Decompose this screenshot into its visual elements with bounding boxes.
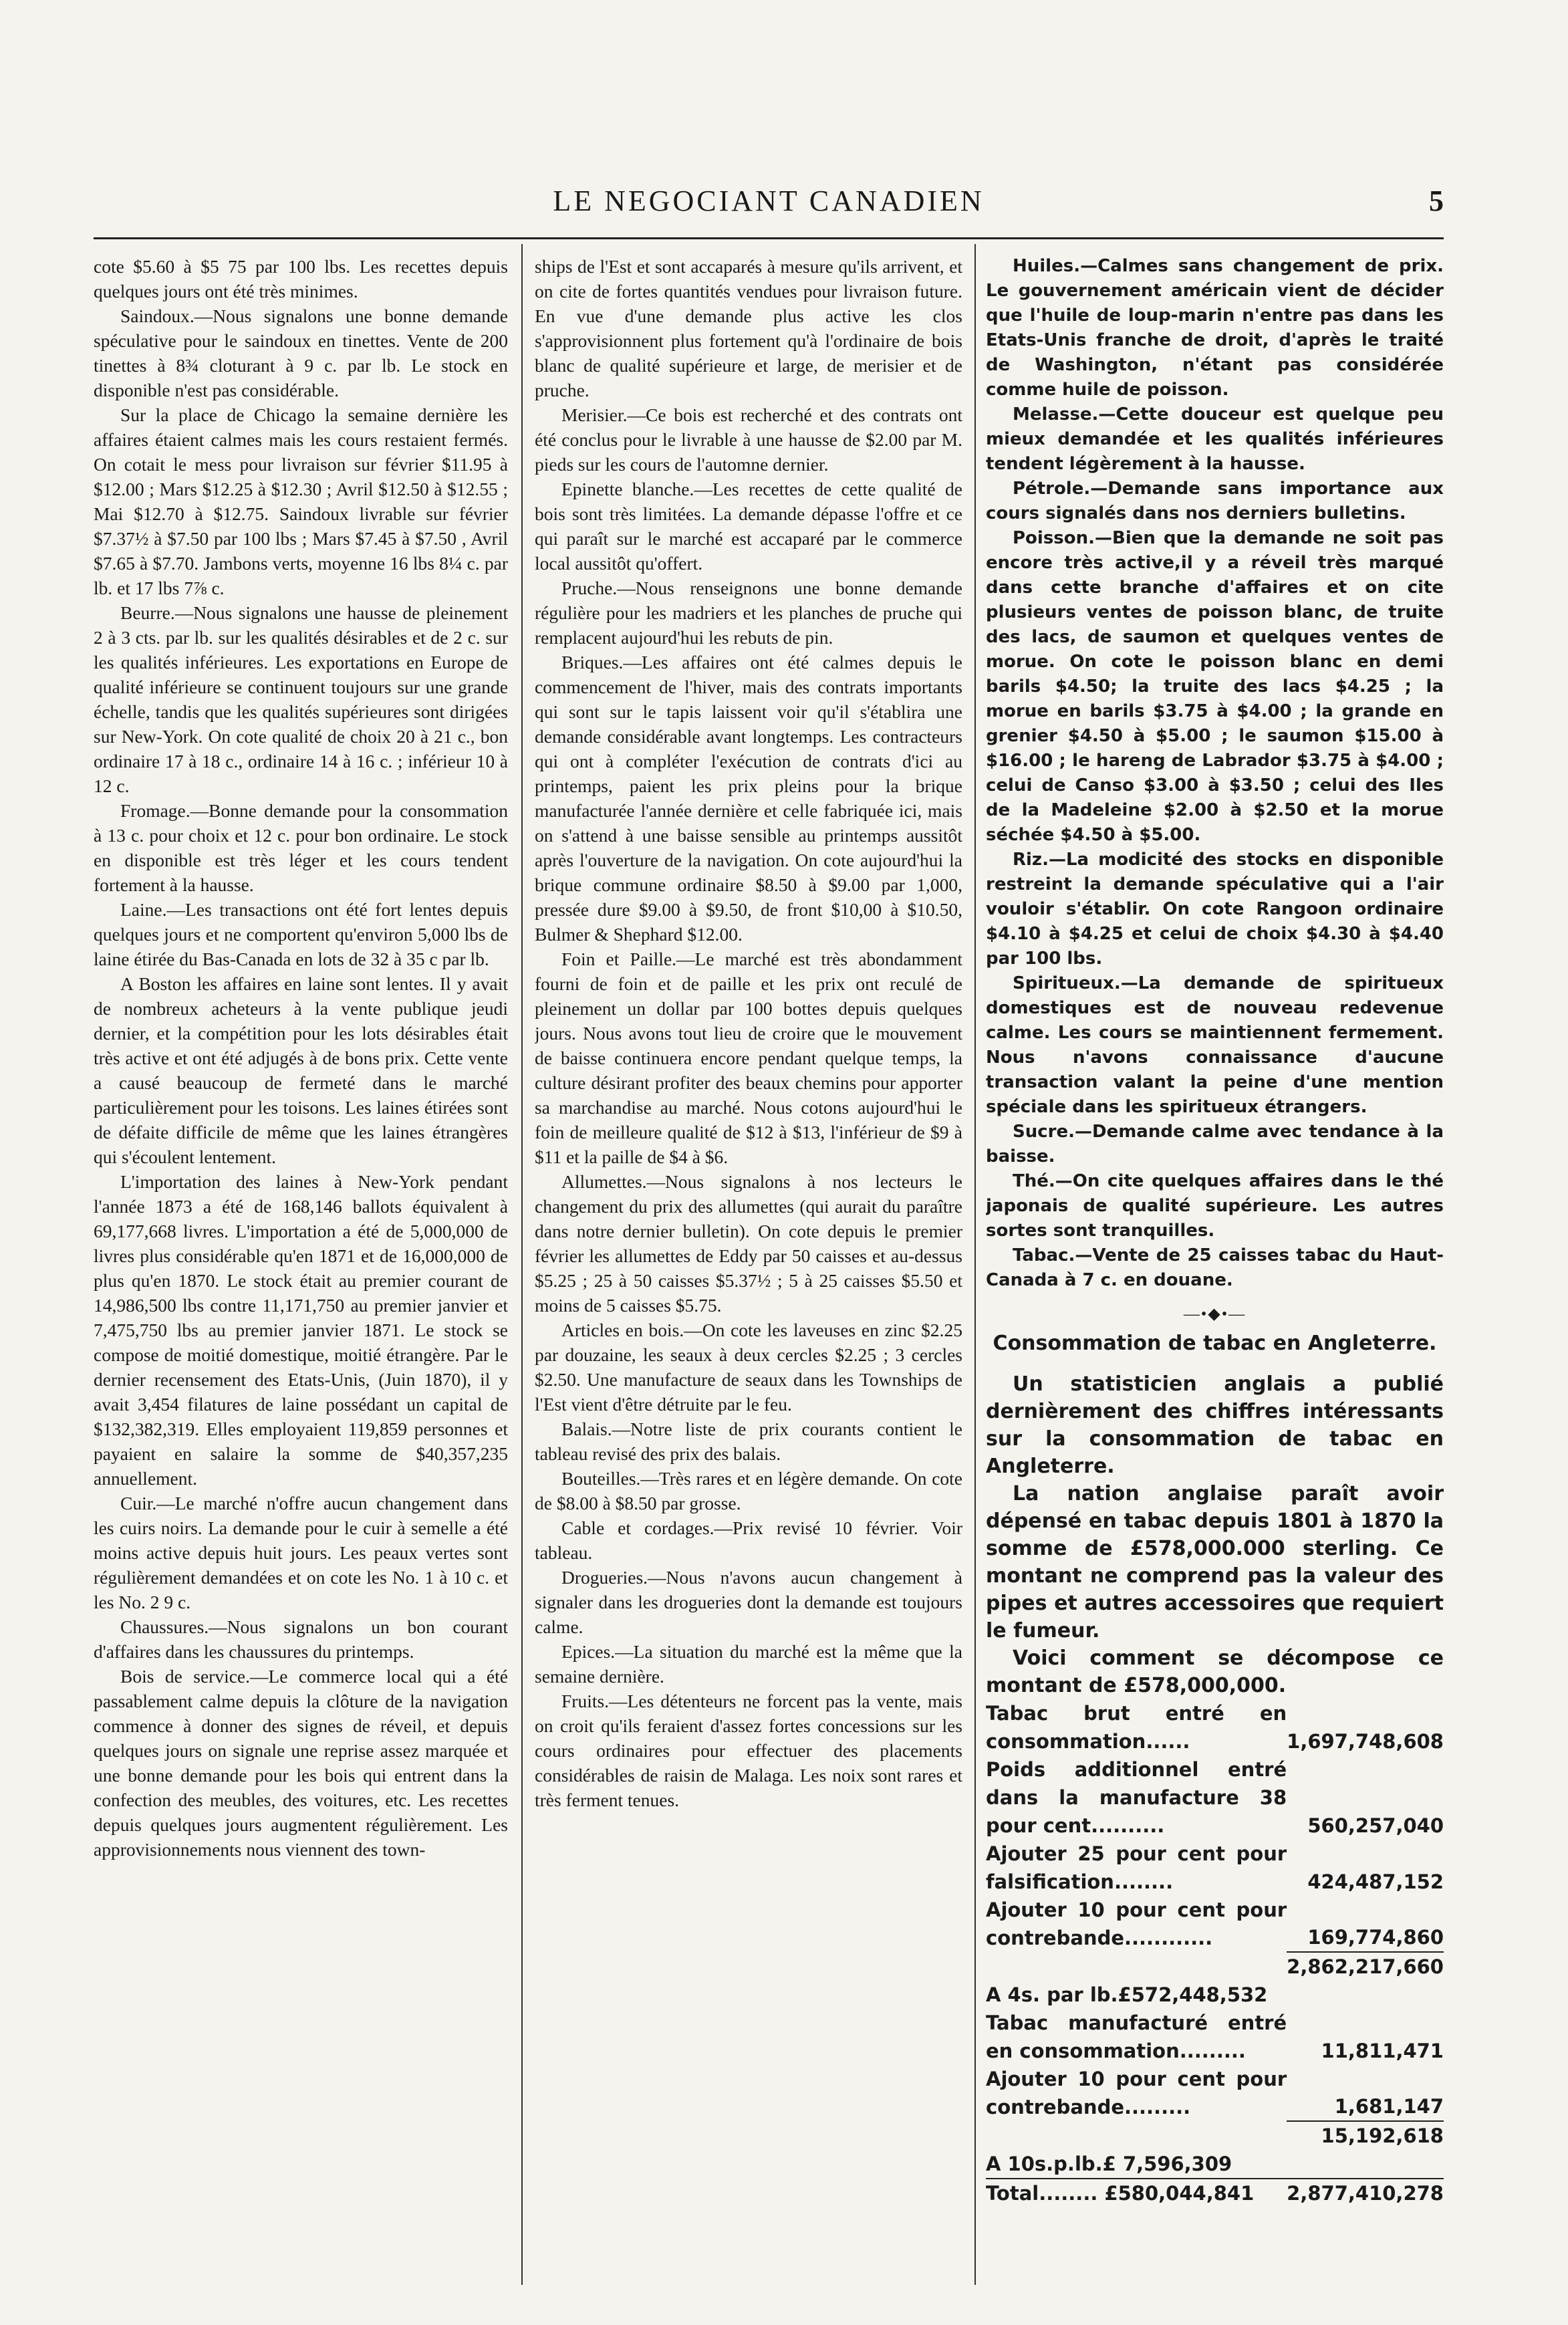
column-1	[94, 254, 508, 2298]
paragraph: cote $5.60 à $5 75 par 100 lbs. Les recettes depuis quelques jours ont été très minimes.	[94, 256, 508, 301]
paragraph: Briques.—Les affaires ont été calmes depuis le commencement de l'hiver, mais des contrats importants qui sont sur le tapis laissent voir qu'il s'établira une demande considérable avant longtemps. Les contracteurs qui ont à compléter l'exécution de contrats d'ici au printemps, paient les prix pleins pour la brique manufacturée l'année dernière et celle fabriquée ici, mais on s'attend à une baisse sensible au printemps aussitôt après l'ouverture de la navigation. On cote aujourd'hui la brique commune ordinaire $8.50 à $9.00 par 1,000, pressée dure $9.00 à $9.50, de front $10,00 à $10.50, Bulmer & Shephard $12.00.	[535, 652, 962, 945]
paragraph: Balais.—Notre liste de prix courants contient le tableau revisé des prix des balais.	[535, 1419, 962, 1464]
paragraph: Thé.—On cite quelques affaires dans le thé japonais de qualité supérieure. Les autres sortes sont tranquilles.	[986, 1171, 1444, 1241]
table-row	[986, 1755, 1444, 1840]
table-row	[986, 2009, 1444, 2065]
paragraph: Fruits.—Les détenteurs ne forcent pas la vente, mais on croit qu'ils feraient d'assez fortes concessions sur les cours ordinaires pour effectuer des placements considérables de raisin de Malaga. Les noix sont rares et très ferment tenues.	[535, 1691, 962, 1810]
table-row	[986, 1896, 1444, 1952]
row-value: 1,697,748,608	[1287, 1730, 1444, 1753]
paragraph: Poisson.—Bien que la demande ne soit pas encore très active,il y a réveil très marqué dans cette branche d'affaires et on cite plusieurs ventes de poisson blanc, de truite des lacs, de saumon et quelques ventes de morue. On cote le poisson blanc en demi barils $4.50; la truite des lacs $4.25 ; la morue en barils $3.75 à $4.00 ; la grande en grenier $4.50 à $5.00 ; le saumon $15.00 à $16.00 ; le hareng de Labrador $3.75 à $4.00 ; celui de Canso $3.00 à $3.50 ; celui des Iles de la Madeleine $2.00 à $2.50 et la morue séchée $4.50 à $5.00.	[986, 528, 1444, 845]
row-label: Tabac brut entré en consommation......	[986, 1702, 1287, 1753]
paragraph: Fromage.—Bonne demande pour la consommation à 13 c. pour choix et 12 c. pour bon ordinaire. Le stock en disponible est très léger et les cours tendent fortement à la hausse.	[94, 800, 508, 895]
paragraph: Pétrole.—Demande sans importance aux cours signalés dans nos derniers bulletins.	[986, 479, 1444, 523]
paragraph: Sucre.—Demande calme avec tendance à la baisse.	[986, 1122, 1444, 1167]
row-label	[986, 2121, 1287, 2150]
row-label: Poids additionnel entré dans la manufacture 38 pour cent..........	[986, 1758, 1287, 1837]
paragraph: Melasse.—Cette douceur est quelque peu mieux demandée et les qualités inférieures tendent légèrement à la hausse.	[986, 404, 1444, 474]
paragraph: Chaussures.—Nous signalons un bon courant d'affaires dans les chaussures du printemps.	[94, 1616, 508, 1662]
row-value: 424,487,152	[1307, 1870, 1444, 1893]
row-label: A 10s.p.lb.£ 7,596,309	[986, 2153, 1232, 2175]
paragraph: Tabac.—Vente de 25 caisses tabac du Haut-Canada à 7 c. en douane.	[986, 1245, 1444, 1290]
row-value: 169,774,860	[1307, 1926, 1444, 1949]
header-rule	[94, 237, 1444, 239]
paragraph: Epices.—La situation du marché est la même que la semaine dernière.	[535, 1641, 962, 1687]
paragraph: A Boston les affaires en laine sont lentes. Il y avait de nombreux acheteurs à la vente publique jeudi dernier, et la compétition pour les lots désirables était très active et ont été adjugés à de bons prix. Cette vente a causé beaucoup de fermeté dans le marché particulièrement pour les toisons. Les laines étirées sont de défaite difficile de même que les laines étrangères qui s'écoulent lentement.	[94, 973, 508, 1167]
table-row	[986, 1981, 1444, 2009]
paragraph: Voici comment se décompose ce montant de £578,000,000.	[986, 1646, 1444, 1697]
row-subtotal: 2,862,217,660	[1287, 1952, 1444, 1981]
table-row	[986, 1952, 1444, 1981]
row-label: Ajouter 10 pour cent pour contrebande.........	[986, 2068, 1287, 2118]
row-total: 2,877,410,278	[1287, 2179, 1444, 2207]
paragraph: Pruche.—Nous renseignons une bonne demande régulière pour les madriers et les planches de pruche qui remplacent aujourd'hui les rebuts de pin.	[535, 578, 962, 648]
paragraph: Spiritueux.—La demande de spiritueux domestiques est de nouveau redevenue calme. Les cours se maintiennent fermement. Nous n'avons connaissance d'aucune transaction valant la peine d'une mention spéciale dans les spiritueux étrangers.	[986, 973, 1444, 1117]
row-label: Total........ £580,044,841	[986, 2179, 1287, 2207]
row-value: 11,811,471	[1321, 2040, 1444, 2062]
paragraph: Un statisticien anglais a publié dernièrement des chiffres intéressants sur la consommation de tabac en Angleterre.	[986, 1372, 1444, 1478]
paragraph: Allumettes.—Nous signalons à nos lecteurs le changement du prix des allumettes (qui aurait du paraître dans notre dernier bulletin). On cote depuis le premier février les allumettes de Eddy par 50 caisses et au-dessus $5.25 ; 25 à 50 caisses $5.37½ ; 5 à 25 caisses $5.50 et moins de 5 caisses $5.75.	[535, 1171, 962, 1316]
row-value: 560,257,040	[1307, 1814, 1444, 1837]
paragraph: Bouteilles.—Très rares et en légère demande. On cote de $8.00 à $8.50 par grosse.	[535, 1468, 962, 1513]
tobacco-table	[986, 1699, 1444, 2207]
paragraph: Cuir.—Le marché n'offre aucun changement dans les cuirs noirs. La demande pour le cuir à semelle a été moins active depuis huit jours. Les peaux vertes sont régulièrement demandées et on cote les No. 1 à 10 c. et les No. 2 9 c.	[94, 1493, 508, 1612]
paragraph: Sur la place de Chicago la semaine dernière les affaires étaient calmes mais les cours restaient fermés. On cotait le mess pour livraison sur février $11.95 à $12.00 ; Mars $12.25 à $12.30 ; Avril $12.50 à $12.55 ; Mai $12.70 à $12.75. Saindoux livrable sur février $7.37½ à $7.50 par 100 lbs ; Mars $7.45 à $7.50 , Avril $7.65 à $7.70. Jambons verts, moyenne 16 lbs 8¼ c. par lb. et 17 lbs 7⅞ c.	[94, 404, 508, 598]
row-label: Tabac manufacturé entré en consommation.........	[986, 2011, 1287, 2062]
paragraph: Beurre.—Nous signalons une hausse de pleinement 2 à 3 cts. par lb. sur les qualités désirables et de 2 c. sur les qualités inférieures. Les exportations en Europe de qualité inférieure se continuent toujours sur une grande échelle, tandis que les qualités supérieures sont dirigées sur New-York. On cote qualité de choix 20 à 21 c., bon ordinaire 17 à 18 c., ordinaire 14 à 16 c. ; inférieur 10 à 12 c.	[94, 602, 508, 796]
paragraph: Epinette blanche.—Les recettes de cette qualité de bois sont très limitées. La demande dépasse l'offre et ce qui paraît sur le marché est accaparé par le commerce local aussitôt qu'offert.	[535, 479, 962, 574]
page-number: 5	[1429, 185, 1444, 217]
row-label: Ajouter 10 pour cent pour contrebande............	[986, 1899, 1287, 1949]
paragraph: ships de l'Est et sont accaparés à mesure qu'ils arrivent, et on cite de fortes quantités vendues pour livraison future. En vue d'une demande plus active les clos s'approvisionnent plus fortement qu'à l'ordinaire de bois blanc de qualité supérieure et large, de merisier et de pruche.	[535, 256, 962, 400]
column-3	[986, 254, 1444, 2298]
paragraph: Merisier.—Ce bois est recherché et des contrats ont été conclus pour le livrable à une hausse de $2.00 par M. pieds sur les cours de l'automne dernier.	[535, 404, 962, 475]
section-ornament: —•◆•—	[1183, 1306, 1247, 1323]
table-row	[986, 1699, 1444, 1755]
paragraph: Riz.—La modicité des stocks en disponible restreint la demande spéculative qui a l'air vouloir s'établir. On cote Rangoon ordinaire $4.10 à $4.25 et celui de choix $4.30 à $4.40 par 100 lbs.	[986, 850, 1444, 969]
row-label	[986, 1952, 1287, 1981]
article-title: Consommation de tabac en Angleterre.	[993, 1332, 1437, 1355]
paragraph: Articles en bois.—On cote les laveuses en zinc $2.25 par douzaine, les seaux à deux cercles $2.25 ; 3 cercles $2.50. Une manufacture de seaux dans les Townships de l'Est vient d'être détruite par le feu.	[535, 1320, 962, 1415]
column-2	[535, 254, 962, 2298]
paragraph: Huiles.—Calmes sans changement de prix. Le gouvernement américain vient de décider que l'huile de loup-marin n'entre pas dans les Etats-Unis franche de droit, d'après le traité de Washington, n'étant pas considérée comme huile de poisson.	[986, 256, 1444, 400]
newspaper-title: LE NEGOCIANT CANADIEN	[553, 185, 985, 217]
paragraph: L'importation des laines à New-York pendant l'année 1873 a été de 168,146 ballots équivalent à 69,177,668 livres. L'importation a été de 5,000,000 de livres plus considérable qu'en 1871 et de 16,000,000 de plus qu'en 1870. Le stock était au premier courant de 14,986,500 lbs contre 11,171,750 au premier janvier et 7,475,750 lbs au premier janvier 1871. Le stock se compose de moitié domestique, moitié étrangère. Par le dernier recensement des Etats-Unis, (Juin 1870), il y avait 3,454 filatures de laine possédant un capital de $132,382,319. Elles employaient 119,859 personnes et payaient en salaire la somme de $40,357,235 annuellement.	[94, 1171, 508, 1489]
paragraph: Bois de service.—Le commerce local qui a été passablement calme depuis la clôture de la navigation commence à donner des signes de réveil, et depuis quelques jours on signale une reprise assez marquée et une bonne demande pour les bois qui entrent dans la confection des meubles, des voitures, etc. Les recettes depuis quelques jours augmentent régulièrement. Les approvisionnements nous viennent des town-	[94, 1666, 508, 1860]
paragraph: Saindoux.—Nous signalons une bonne demande spéculative pour le saindoux en tinettes. Vente de 200 tinettes à 8¾ cloturant à 9 c. par lb. Le stock en disponible n'est pas considérable.	[94, 305, 508, 400]
row-subtotal: 15,192,618	[1287, 2121, 1444, 2150]
paragraph: Laine.—Les transactions ont été fort lentes depuis quelques jours et ne comportent qu'environ 5,000 lbs de laine étirée du Bas-Canada en lots de 32 à 35 c par lb.	[94, 899, 508, 969]
paragraph: La nation anglaise paraît avoir dépensé en tabac depuis 1801 à 1870 la somme de £578,000.000 sterling. Ce montant ne comprend pas la valeur des pipes et autres accessoires que requiert le fumeur.	[986, 1482, 1444, 1642]
row-value: 1,681,147	[1334, 2095, 1444, 2118]
paragraph: Foin et Paille.—Le marché est très abondamment fourni de foin et de paille et les prix ont reculé de pleinement un dollar par 100 bottes depuis quelques jours. Nous avons tout lieu de croire que le mouvement de baisse continuera encore pendant quelque temps, la culture désirant profiter des beaux chemins pour apporter sa marchandise au marché. Nous cotons aujourd'hui le foin de meilleure qualité de $12 à $13, l'inférieur de $9 à $11 et la paille de $4 à $6.	[535, 949, 962, 1167]
page-header	[94, 184, 1444, 231]
table-row	[986, 2179, 1444, 2207]
row-label: A 4s. par lb.£572,448,532	[986, 1983, 1268, 2006]
column-divider	[521, 244, 523, 2285]
table-row	[986, 2065, 1444, 2121]
table-row	[986, 2150, 1444, 2179]
paragraph: Cable et cordages.—Prix revisé 10 février. Voir tableau.	[535, 1517, 962, 1563]
table-row	[986, 2121, 1444, 2150]
column-divider	[974, 244, 976, 2285]
row-label: Ajouter 25 pour cent pour falsification........	[986, 1842, 1287, 1893]
table-row	[986, 1840, 1444, 1896]
paragraph: Drogueries.—Nous n'avons aucun changement à signaler dans les drogueries dont la demande est toujours calme.	[535, 1567, 962, 1637]
